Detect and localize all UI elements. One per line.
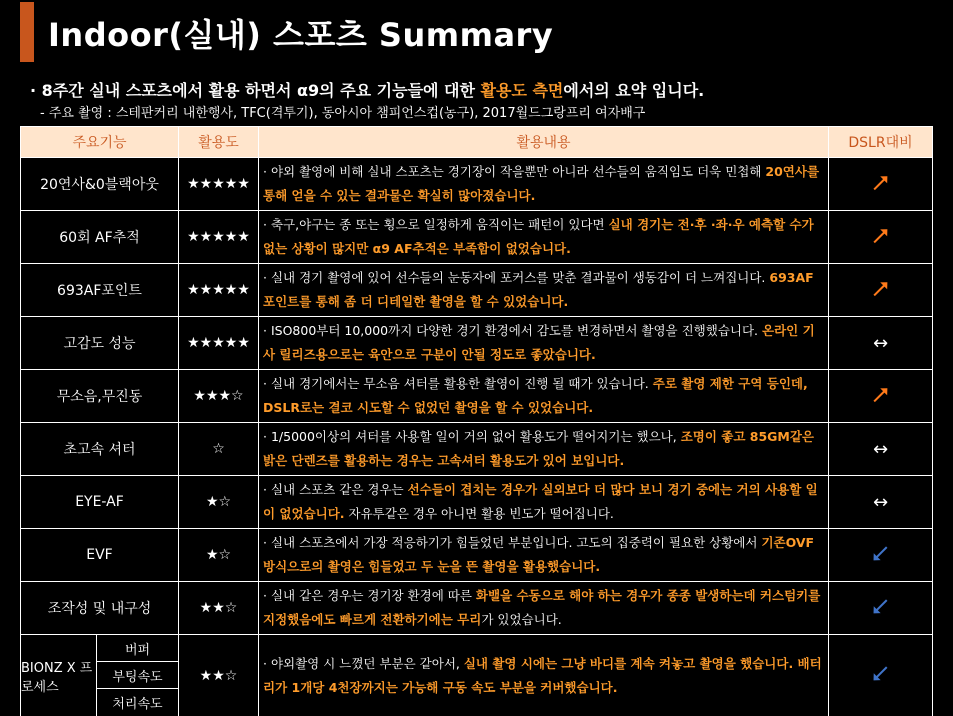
- content-cell: [259, 529, 829, 582]
- table-row: [21, 370, 933, 423]
- content-highlight: 온라인 기사 릴리즈용으로는 육안으로 구분이 안될 정도로 좋았습니다.: [263, 323, 815, 362]
- feature-cell: 60회 AF추적: [21, 211, 179, 264]
- table-row: [21, 476, 933, 529]
- content-cell: [259, 158, 829, 211]
- intro-text: [30, 78, 704, 101]
- feature-cell: 693AF포인트: [21, 264, 179, 317]
- arrow-left-right-icon: ↔: [872, 332, 889, 354]
- usage-stars: ★★☆: [179, 635, 259, 716]
- dslr-cell: [829, 317, 933, 370]
- arrow-left-right-icon: ↔: [872, 491, 889, 513]
- usage-stars: ★★★★★: [179, 264, 259, 317]
- feature-cell: EVF: [21, 529, 179, 582]
- content-text: · 축구,야구는 종 또는 횡으로 일정하게 움직이는 패턴이 있다면: [263, 217, 609, 232]
- summary-table: [20, 126, 933, 716]
- arrow-down-icon: ⭩: [872, 539, 889, 570]
- table-row: [21, 264, 933, 317]
- arrow-up-icon: ⭧: [872, 380, 889, 411]
- content-text-tail: 가 있었습니다.: [481, 612, 562, 627]
- content-cell: [259, 211, 829, 264]
- content-cell: [259, 317, 829, 370]
- content-highlight: 실내 촬영 시에는 그냥 바디를 계속 켜놓고 촬영을 했습니다. 배터리가 1개당 4천장까지는 가능해 구동 속도 부분을 커버했습니다.: [263, 655, 822, 695]
- content-highlight: 20연사를 통해 얻을 수 있는 결과물은 확실히 많아졌습니다.: [263, 164, 820, 203]
- feature-cell: 고감도 성능: [21, 317, 179, 370]
- intro-highlight: 활용도 측면: [480, 81, 564, 100]
- content-text: · 실내 같은 경우는 경기장 환경에 따른: [263, 588, 476, 603]
- table-row: [21, 529, 933, 582]
- arrow-down-icon: ⭩: [872, 660, 889, 690]
- usage-stars: ★★☆: [179, 582, 259, 635]
- arrow-down-icon: ⭩: [872, 592, 889, 623]
- content-highlight: 선수들이 겹치는 경우가 실외보다 더 많다 보니 경기 중에는 거의 사용할 일이 없었습니다.: [263, 482, 818, 521]
- content-cell: [259, 370, 829, 423]
- content-highlight: 화밸을 수동으로 해야 하는 경우가 종종 발생하는데 커스텀키를 지정했음에도 빠르게 전환하기에는 무리: [263, 588, 821, 627]
- content-text: · ISO800부터 10,000까지 다양한 경기 환경에서 감도를 변경하면서 촬영을 진행했습니다.: [263, 323, 762, 338]
- content-highlight: 기존OVF방식으로의 촬영은 힘들었고 두 눈을 뜬 촬영을 활용했습니다.: [263, 535, 815, 574]
- content-text: · 실내 경기 촬영에 있어 선수들의 눈동자에 포커스를 맞춘 결과물이 생동감이 더 느껴집니다.: [263, 270, 770, 285]
- content-cell: [259, 264, 829, 317]
- content-cell: [259, 635, 829, 716]
- feature-cell: 초고속 셔터: [21, 423, 179, 476]
- content-text: · 야외 촬영에 비해 실내 스포츠는 경기장이 작을뿐만 아니라 선수들의 움직임도 더욱 민첩해: [263, 164, 766, 179]
- table-row: [21, 317, 933, 370]
- usage-stars: ★★★★★: [179, 158, 259, 211]
- dslr-cell: [829, 264, 933, 317]
- header-row: [21, 127, 933, 158]
- content-text: · 야외촬영 시 느꼈던 부분은 같아서,: [263, 655, 464, 671]
- arrow-left-right-icon: ↔: [872, 438, 889, 460]
- content-highlight: 실내 경기는 전·후 ·좌·우 예측할 수가 없는 상황이 많지만 α9 AF추적은 부족함이 없었습니다.: [263, 217, 814, 256]
- content-text: · 1/5000이상의 셔터를 사용할 일이 거의 없어 활용도가 떨어지기는 했으나,: [263, 429, 681, 444]
- content-highlight: 조명이 좋고 85GM같은 밝은 단렌즈를 활용하는 경우는 고속셔터 활용도가 있어 보입니다.: [263, 429, 815, 468]
- bionz-sub-process: 처리속도: [112, 697, 163, 712]
- content-cell: [259, 582, 829, 635]
- bionz-sub-boot: 부팅속도: [97, 662, 178, 689]
- header-dslr: DSLR대비: [829, 127, 933, 158]
- dslr-cell: [829, 582, 933, 635]
- header-usage: 활용도: [179, 127, 259, 158]
- content-text-tail: 자유투같은 경우 아니면 활용 빈도가 떨어집니다.: [344, 506, 614, 521]
- shooting-list: - 주요 촬영 : 스테판커리 내한행사, TFC(격투기), 동아시아 챔피언스컵(농구), 2017월드그랑프리 여자배구: [40, 106, 646, 121]
- table-row: [21, 423, 933, 476]
- header-feature: 주요기능: [21, 127, 179, 158]
- usage-stars: ★☆: [179, 476, 259, 529]
- content-highlight: 주로 촬영 제한 구역 등인데, DSLR로는 결코 시도할 수 없었던 촬영을 할 수 있었습니다.: [263, 376, 808, 415]
- usage-stars: ★★★☆: [179, 370, 259, 423]
- table-row: [21, 158, 933, 211]
- feature-cell: EYE-AF: [21, 476, 179, 529]
- usage-stars: ★☆: [179, 529, 259, 582]
- dslr-cell: [829, 635, 933, 716]
- dslr-cell: [829, 158, 933, 211]
- content-highlight: 693AF 포인트를 통해 좀 더 디테일한 촬영을 할 수 있었습니다.: [263, 270, 814, 309]
- bionz-sub-buffer: 버퍼: [97, 635, 178, 662]
- usage-stars: ★★★★★: [179, 317, 259, 370]
- dslr-cell: [829, 529, 933, 582]
- feature-cell: 무소음,무진동: [21, 370, 179, 423]
- table-row: [21, 582, 933, 635]
- dslr-cell: [829, 423, 933, 476]
- usage-stars: ☆: [179, 423, 259, 476]
- header-content: 활용내용: [259, 127, 829, 158]
- content-cell: [259, 423, 829, 476]
- dslr-cell: [829, 211, 933, 264]
- feature-cell: 20연사&0블랙아웃: [21, 158, 179, 211]
- arrow-up-icon: ⭧: [872, 274, 889, 305]
- dslr-cell: [829, 476, 933, 529]
- arrow-up-icon: ⭧: [872, 168, 889, 199]
- intro-suffix: 에서의 요약 입니다.: [563, 81, 705, 100]
- content-text: · 실내 경기에서는 무소음 셔터를 활용한 촬영이 진행 될 때가 있습니다.: [263, 376, 653, 391]
- intro-prefix: · 8주간 실내 스포츠에서 활용 하면서 α9의 주요 기능들에 대한: [30, 81, 481, 100]
- bionz-label: BIONZ X 프로세스: [21, 635, 97, 716]
- title-accent-bar: [20, 2, 34, 62]
- arrow-up-icon: ⭧: [872, 221, 889, 252]
- bionz-feature-cell: [21, 635, 179, 716]
- content-cell: [259, 476, 829, 529]
- content-text: · 실내 스포츠에서 가장 적응하기가 힘들었던 부분입니다. 고도의 집중력이 필요한 상황에서: [263, 535, 762, 550]
- usage-stars: ★★★★★: [179, 211, 259, 264]
- dslr-cell: [829, 370, 933, 423]
- table-row: [21, 211, 933, 264]
- page-title: Indoor(실내) 스포츠 Summary: [48, 16, 554, 54]
- content-text: · 실내 스포츠 같은 경우는: [263, 482, 408, 497]
- feature-cell: 조작성 및 내구성: [21, 582, 179, 635]
